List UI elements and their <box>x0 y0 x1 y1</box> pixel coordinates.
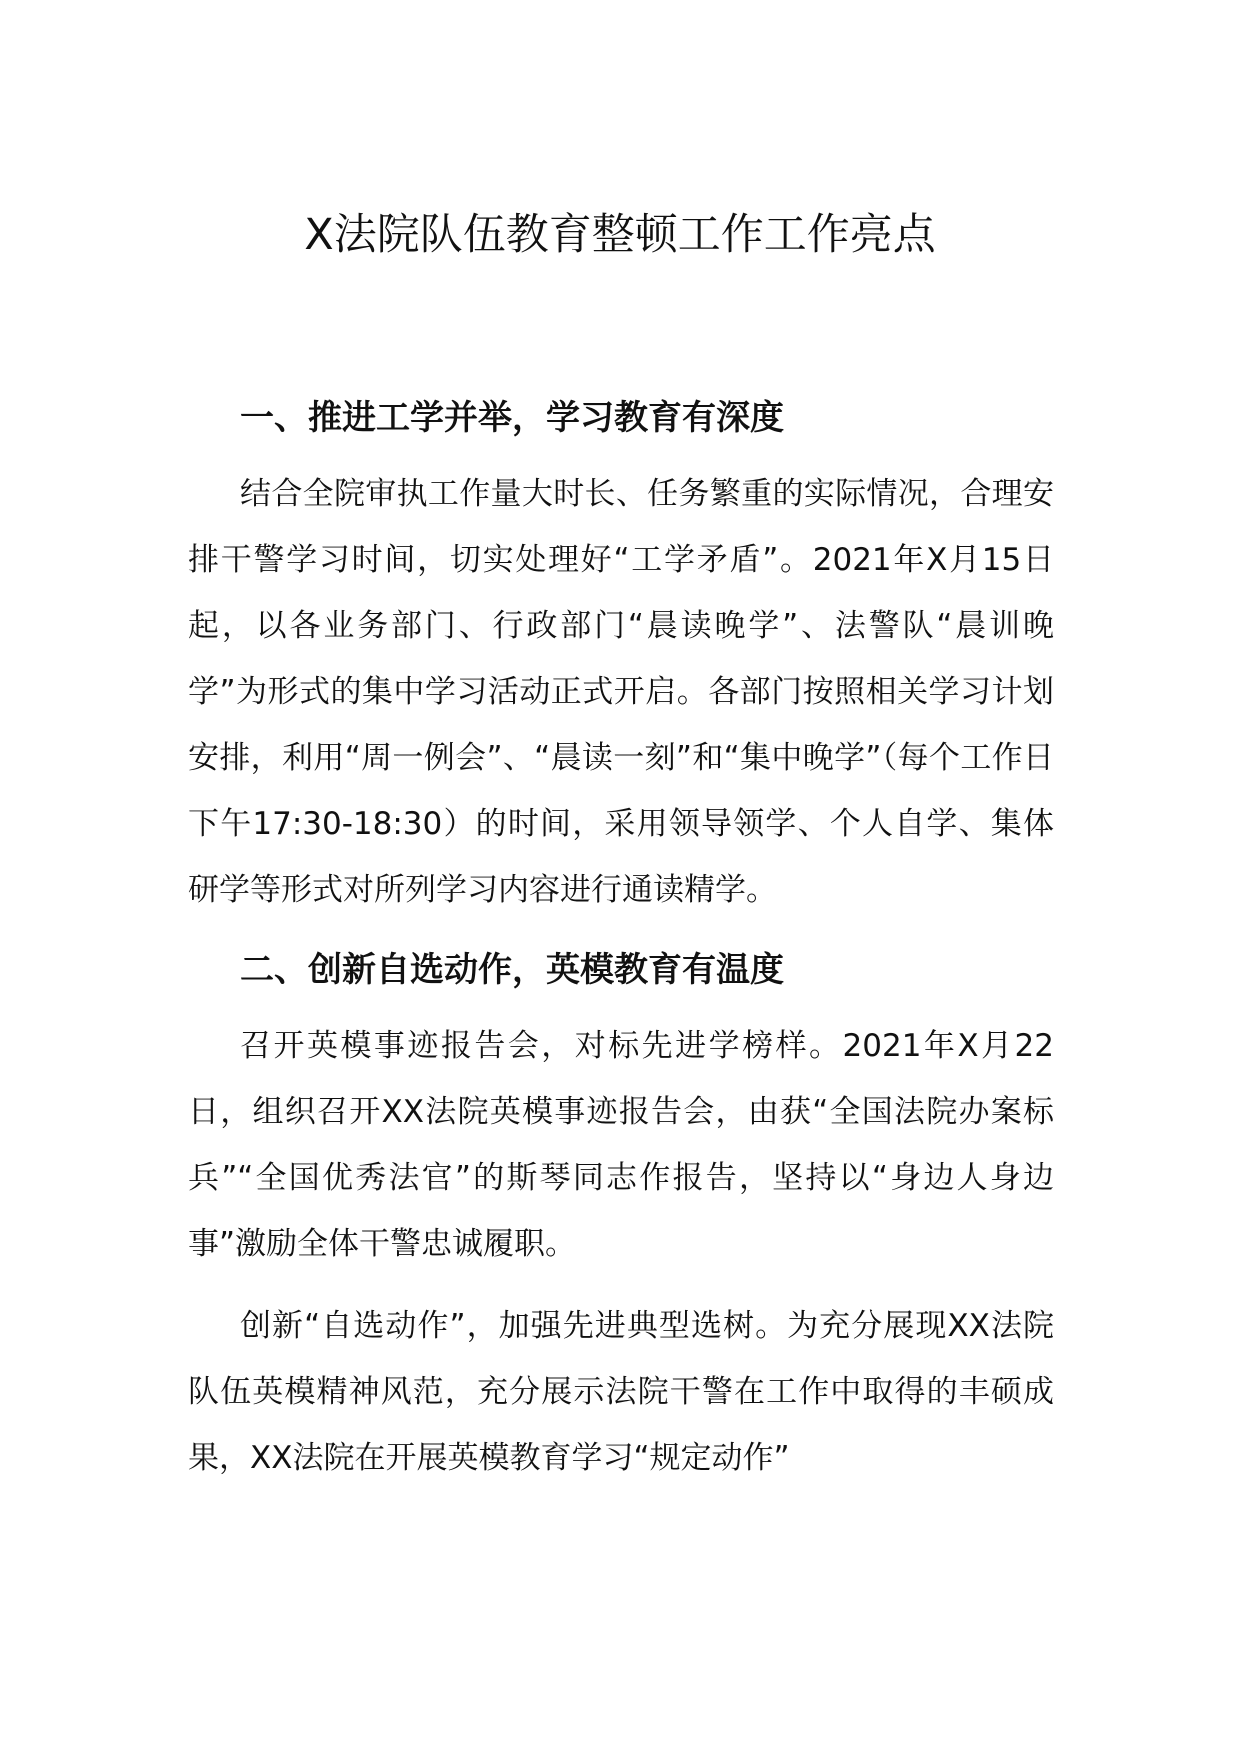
document-body <box>188 385 1054 1491</box>
section-2-paragraph-1: 召开英模事迹报告会，对标先进学榜样。2021年X月22日，组织召开XX法院英模事迹报告会，由获“全国法院办案标兵”“全国优秀法官”的斯琴同志作报告，坚持以“身边人身边事”激励全体干警忠诚履职。 <box>188 1028 1054 1262</box>
section-heading-2: 二、创新自选动作，英模教育有温度 <box>240 950 784 990</box>
section-1-paragraph-1: 结合全院审执工作量大时长、任务繁重的实际情况，合理安排干警学习时间，切实处理好“工学矛盾”。2021年X月15日起，以各业务部门、行政部门“晨读晚学”、法警队“晨训晚学”为形式的集中学习活动正式开启。各部门按照相关学习计划安排，利用“周一例会”、“晨读一刻”和“集中晚学”（每个工作日下午17:30-18:30）的时间，采用领导领学、个人自学、集体研学等形式对所列学习内容进行通读精学。 <box>188 476 1054 908</box>
document-title: X法院队伍教育整顿工作工作亮点 <box>304 210 936 260</box>
section-heading-1: 一、推进工学并举，学习教育有深度 <box>240 398 784 438</box>
section-2-paragraph-2: 创新“自选动作”，加强先进典型选树。为充分展现XX法院队伍英模精神风范，充分展示法院干警在工作中取得的丰硕成果，XX法院在开展英模教育学习“规定动作” <box>188 1308 1054 1476</box>
